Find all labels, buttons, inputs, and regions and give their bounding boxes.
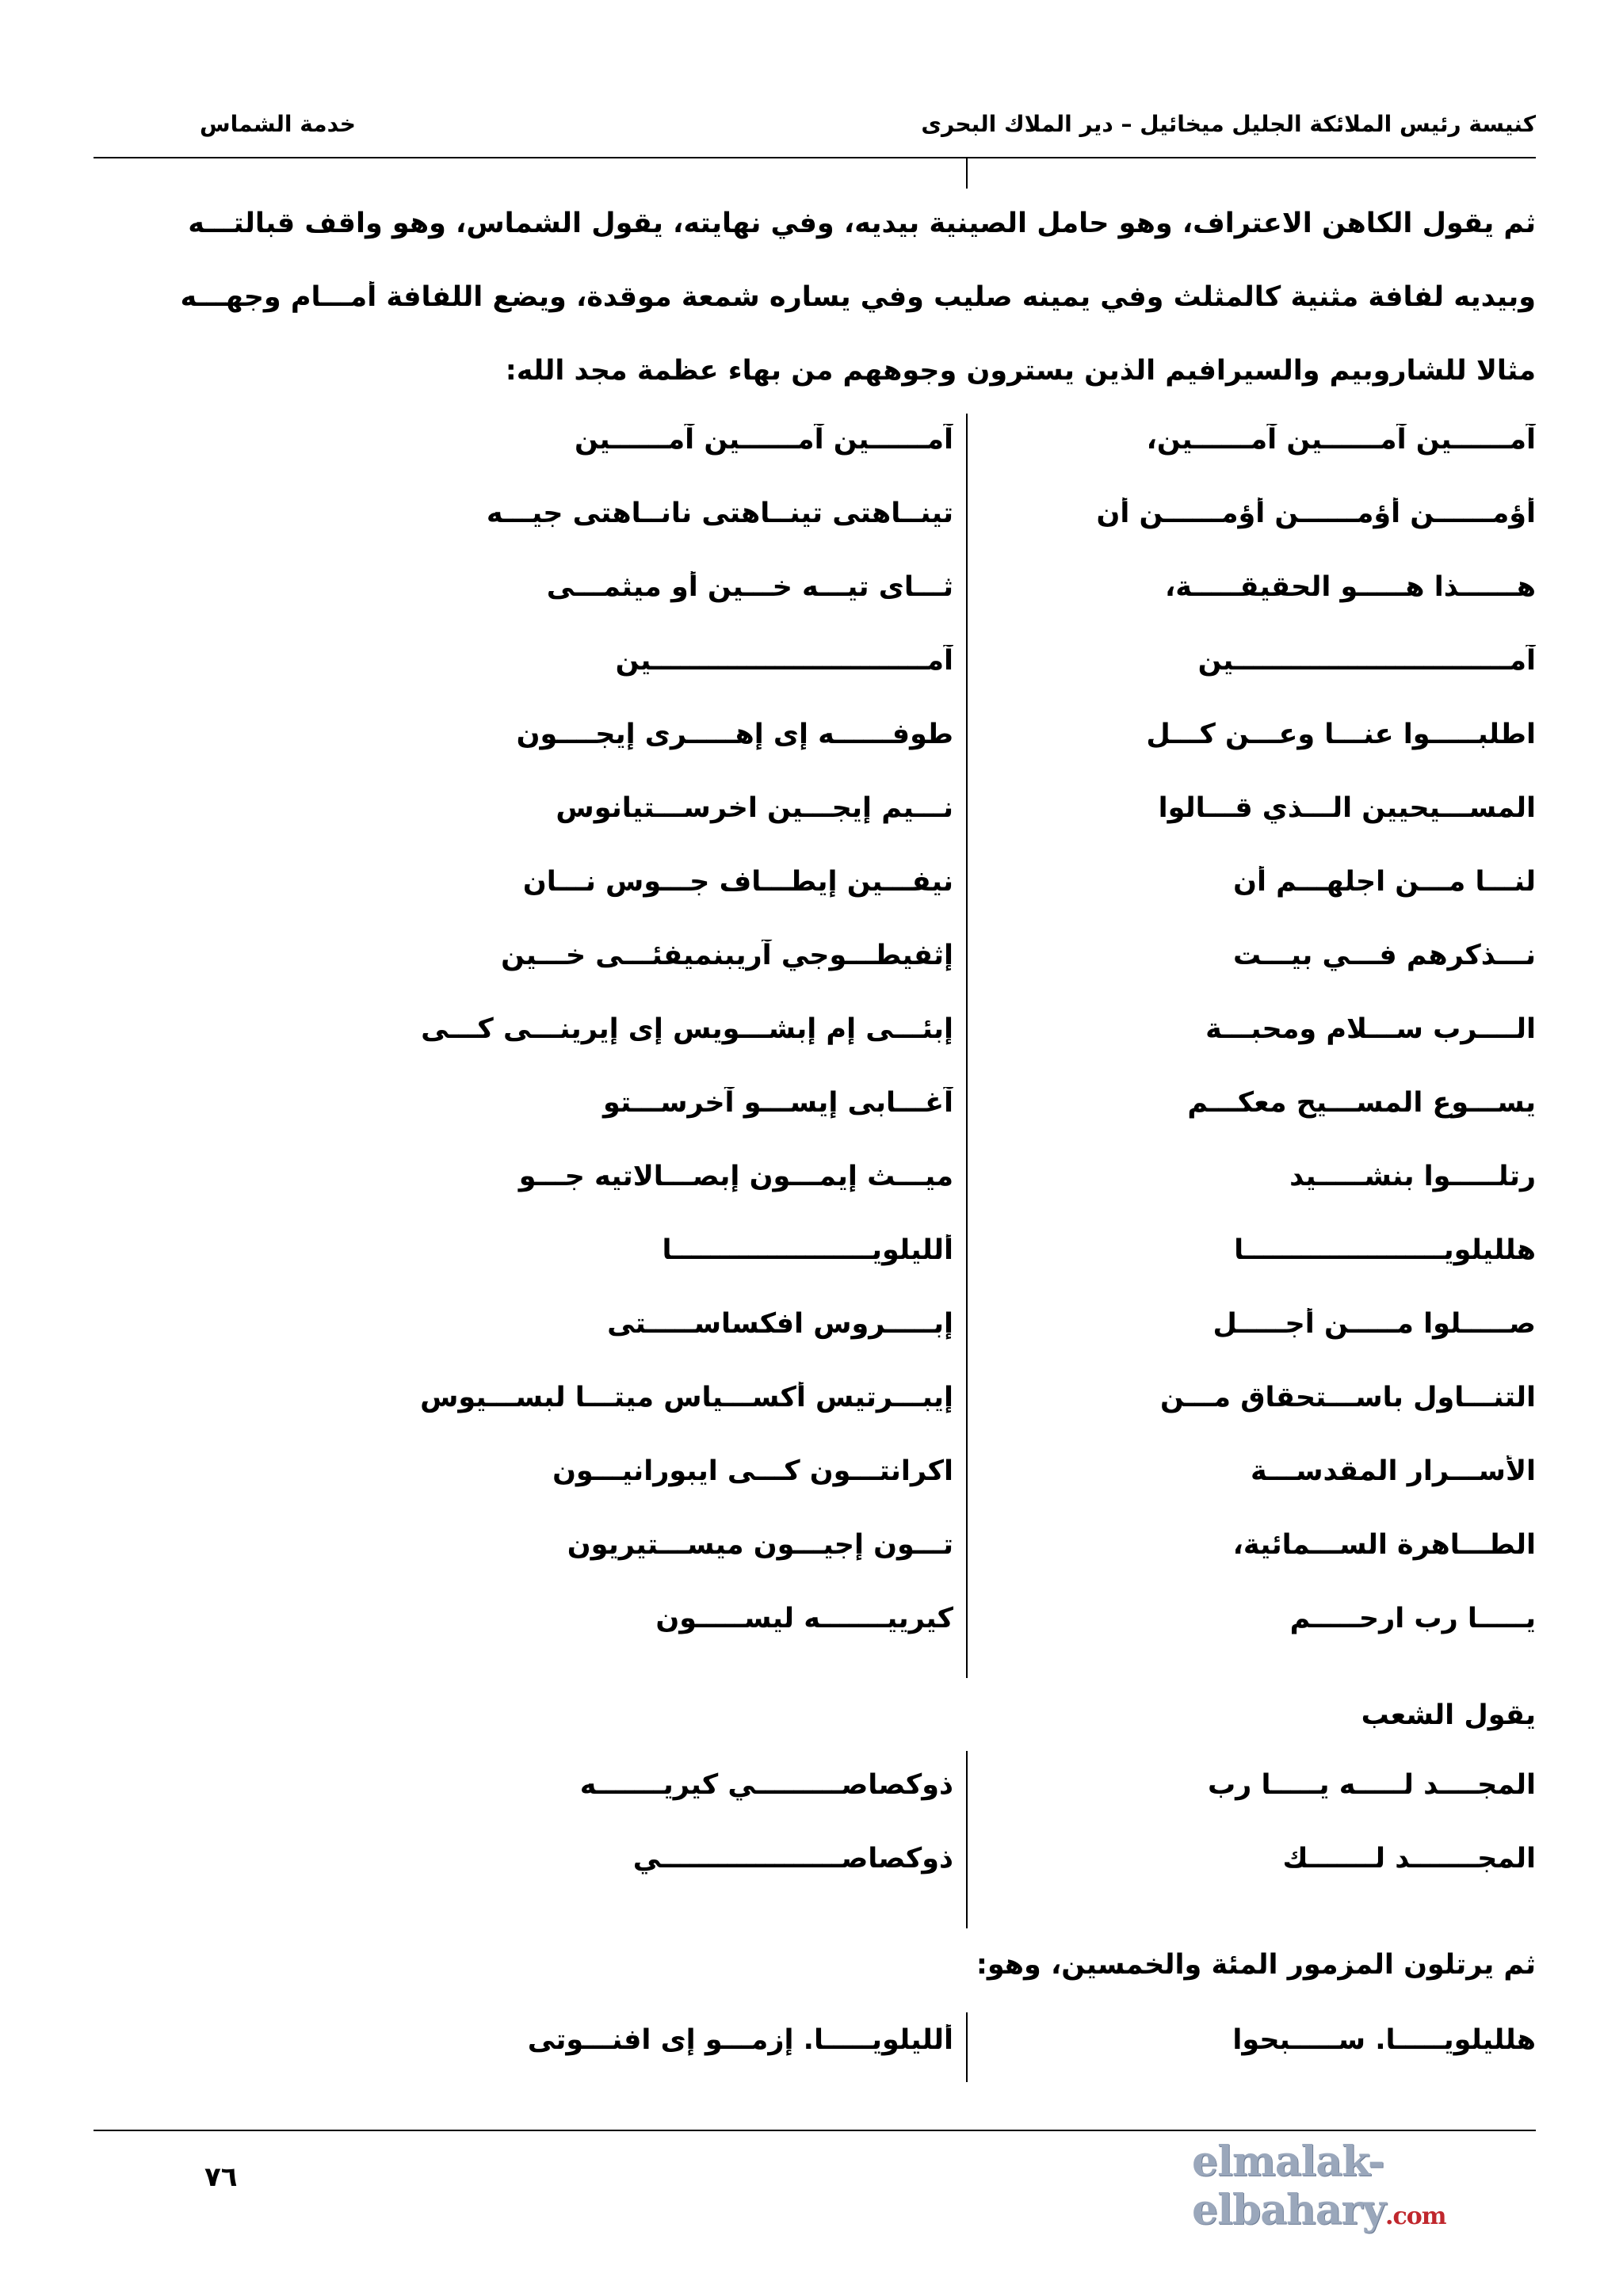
header-church-title: كنيسة رئيس الملائكة الجليل ميخائيل – دير الملاك البحرى — [921, 111, 1536, 137]
verse-coptic: آغـــابى إيســـو آخرســـتو — [603, 1087, 953, 1119]
verse-arabic: صـــــلوا مـــــن أجـــــل — [1212, 1308, 1536, 1340]
psalm-coptic: ألليلويـــــا. إزمـــو إى افنـــوتى — [527, 2024, 953, 2056]
people-coptic: ذوكصاصـــــــــي كيريـــــــه — [579, 1769, 953, 1801]
verse-column-divider — [966, 414, 968, 1678]
people-arabic: المجـــــــد لـــــــك — [1282, 1843, 1536, 1875]
verse-arabic: لنـــا مـــن اجلهـــم أن — [1233, 866, 1536, 898]
verse-arabic: يـــــا رب ارحـــــم — [1289, 1603, 1536, 1634]
verse-arabic: آمــــــين آمــــــين آمــــــين، — [1146, 424, 1536, 456]
verse-coptic: ثـــاى تيـــه خـــين أو ميثمـــى — [546, 571, 953, 603]
verse-arabic: أؤمــــــن أؤمــــــن أؤمــــــن أن — [1096, 498, 1536, 529]
verse-arabic: هلليلويـــــــــــــــــــــا — [1234, 1234, 1536, 1266]
verse-coptic: نيفـــين إيطـــاف جـــوس نـــان — [522, 866, 953, 898]
verse-arabic: المســـيحيين الـــذي قـــالوا — [1158, 792, 1536, 824]
verse-arabic: اطلبـــــوا عنـــا وعـــن كـــل — [1146, 719, 1536, 750]
intro-line-3: مثالا للشاروبيم والسيرافيم الذين يسترون وجوههم من بهاء عظمة مجد الله: — [505, 355, 1536, 387]
verse-arabic: نـــذكرهم فـــي بيـــت — [1232, 940, 1536, 971]
verse-coptic: آمــــــين آمــــــين آمــــــين — [574, 424, 953, 456]
footer-rule — [94, 2130, 1536, 2131]
header-service-title: خدمة الشماس — [200, 111, 356, 137]
site-watermark — [1192, 2138, 1623, 2234]
verse-coptic: نـــيم إيجـــين اخرســـتيانوس — [556, 792, 953, 824]
verse-arabic: الــــرب ســـلام ومحبـــة — [1205, 1013, 1536, 1045]
verse-coptic: ألليلويـــــــــــــــــــــا — [662, 1234, 953, 1266]
intro-line-1: ثم يقول الكاهن الاعتراف، وهو حامل الصينية بيديه، وفي نهايته، يقول الشماس، وهو واقف قبالتـــه — [188, 208, 1536, 239]
intro-line-2: وبيديه لفافة مثنية كالمثلث وفي يمينه صليب وفي يساره شمعة موقدة، ويضع اللفافة أمـــام وجهـــه — [180, 281, 1536, 313]
people-arabic: المجــــد لـــــه يـــــا رب — [1207, 1769, 1536, 1801]
verse-coptic: إثفيطـــوجي آريبنميفئـــى خـــين — [501, 940, 953, 971]
psalm-column-divider — [966, 2012, 968, 2082]
verse-coptic: إيبـــرتيس أكســـياس ميتـــا لبســـيوس — [420, 1382, 953, 1413]
verse-arabic: الأســـرار المقدســـة — [1250, 1455, 1536, 1487]
verse-coptic: ميـــث إيمـــون إبصـــالاتيه جـــو — [518, 1161, 953, 1192]
header-rule — [94, 157, 1536, 158]
people-response-label: يقول الشعب — [1361, 1699, 1536, 1731]
verse-arabic: يســـوع المســـيح معكـــم — [1187, 1087, 1536, 1119]
verse-arabic: التنـــاول باســـتحقاق مـــن — [1159, 1382, 1536, 1413]
verse-arabic: هــــــذا هـــــو الحقيقـــــة، — [1164, 571, 1536, 603]
psalm-label: ثم يرتلون المزمور المئة والخمسين، وهو: — [976, 1949, 1536, 1981]
verse-arabic: الطـــاهرة الســـمائية، — [1232, 1529, 1536, 1561]
header-column-tick — [966, 157, 968, 189]
site-tld: .com — [1385, 2203, 1446, 2230]
site-name: elmalak-elbahary — [1192, 2138, 1386, 2234]
verse-arabic: رتلـــــوا بنشـــــيد — [1289, 1161, 1536, 1192]
verse-coptic: إبـــــروس افكساســـــتى — [607, 1308, 953, 1340]
verse-coptic: تينــاهتى تينــاهتى نانــاهتى جيـــه — [486, 498, 953, 529]
people-coptic: ذوكصاصـــــــــــــــــــي — [632, 1843, 953, 1875]
verse-coptic: كيرييـــــــه ليســـــون — [655, 1603, 953, 1634]
verse-coptic: طوفــــــه إى إهـــــرى إيجــــون — [516, 719, 953, 750]
verse-coptic: اكرانتـــون كـــى ايبورانيـــون — [552, 1455, 953, 1487]
verse-coptic: آمـــــــــــــــــــــــــــــين — [615, 645, 953, 677]
page-number: ٧٦ — [204, 2161, 238, 2193]
people-column-divider — [966, 1751, 968, 1928]
verse-coptic: تـــون إجيـــون ميســـتيريون — [567, 1529, 953, 1561]
verse-coptic: إبئـــى إم إبشـــويس إى إيرينـــى كـــى — [421, 1013, 953, 1045]
verse-arabic: آمـــــــــــــــــــــــــــــين — [1197, 645, 1536, 677]
psalm-arabic: هلليلويـــــا. ســـــبحوا — [1232, 2024, 1536, 2056]
